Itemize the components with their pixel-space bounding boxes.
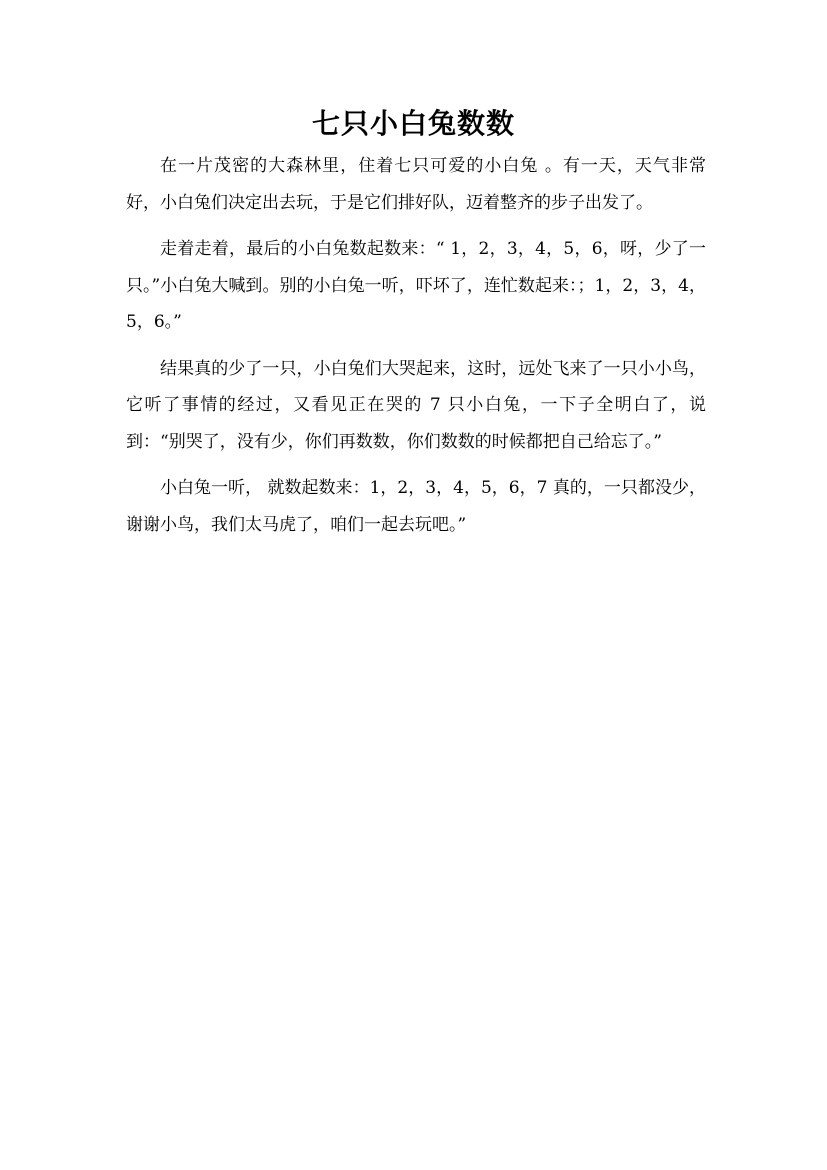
paragraph-1: 在一片茂密的大森林里，住着七只可爱的小白兔 。有一天，天气非常好，小白兔们决定出去玩，于是它们排好队，迈着整齐的步子出发了。 <box>126 156 706 213</box>
paragraph-3: 结果真的少了一只，小白兔们大哭起来，这时，远处飞来了一只小小鸟，它听了事情的经过，又看见正在哭的 7 只小白兔，一下子全明白了，说到：“别哭了，没有少，你们再数数，你们数数的时候都把自己给忘了。” <box>126 358 706 452</box>
paragraph-2: 走着走着，最后的小白兔数起数来：“ 1，2，3，4，5，6，呀，少了一只。”小白兔大喊到。别的小白兔一听，吓坏了，连忙数起来：；1，2，3，4，5，6。” <box>126 239 706 332</box>
paragraph-4: 小白兔一听， 就数起数来：1，2，3，4，5，6，7 真的，一只都没少，谢谢小鸟，我们太马虎了，咱们一起去玩吧。” <box>126 478 706 535</box>
document-body <box>126 148 706 553</box>
document-title: 七只小白兔数数 <box>311 107 515 140</box>
